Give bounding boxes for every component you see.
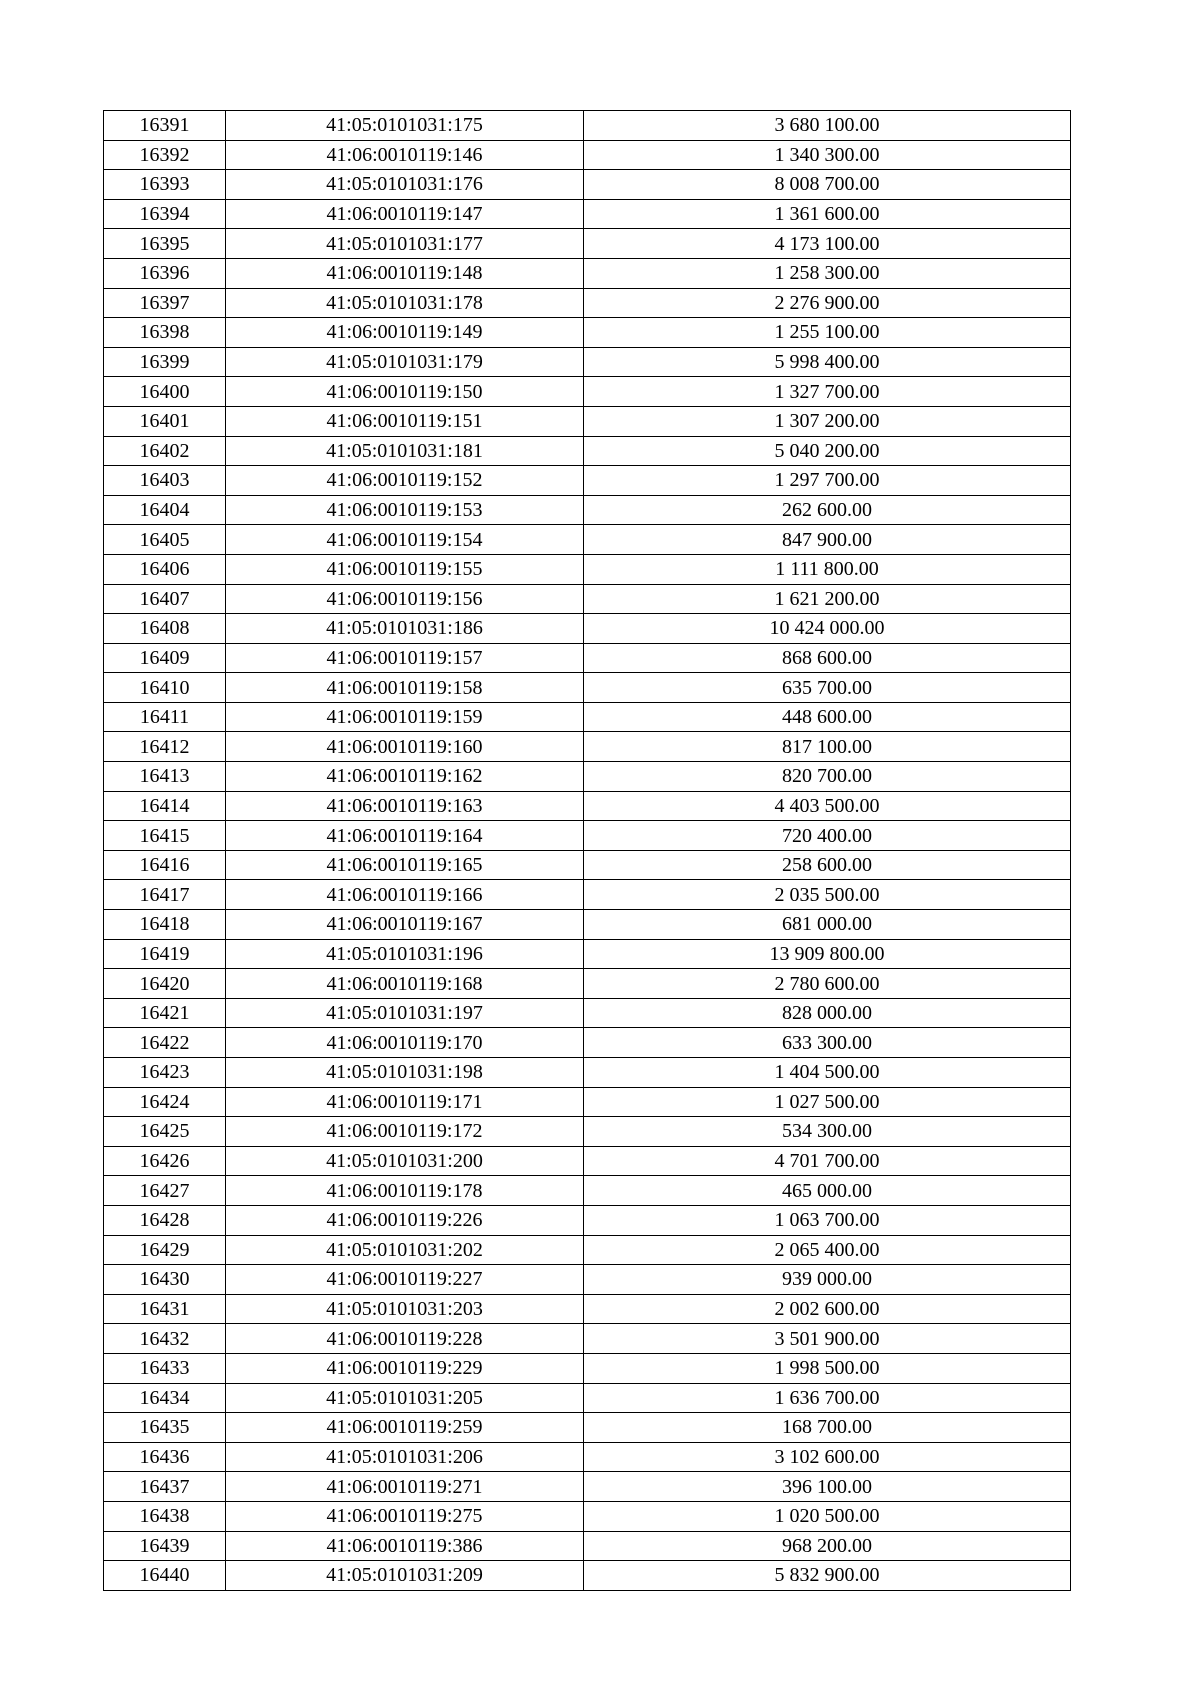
cadastral-number-cell: 41:06:0010119:167 bbox=[226, 910, 584, 940]
table-row bbox=[104, 821, 1071, 851]
cadastral-value-cell: 1 361 600.00 bbox=[584, 199, 1071, 229]
row-number-cell: 16414 bbox=[104, 791, 226, 821]
cadastral-number-cell: 41:05:0101031:179 bbox=[226, 347, 584, 377]
cadastral-number-cell: 41:06:0010119:165 bbox=[226, 850, 584, 880]
cadastral-number-cell: 41:06:0010119:271 bbox=[226, 1472, 584, 1502]
table-row bbox=[104, 229, 1071, 259]
table-row bbox=[104, 258, 1071, 288]
row-number-cell: 16434 bbox=[104, 1383, 226, 1413]
table-row bbox=[104, 347, 1071, 377]
cadastral-number-cell: 41:06:0010119:171 bbox=[226, 1087, 584, 1117]
table-row bbox=[104, 880, 1071, 910]
row-number-cell: 16401 bbox=[104, 406, 226, 436]
table-row bbox=[104, 614, 1071, 644]
row-number-cell: 16427 bbox=[104, 1176, 226, 1206]
table-row bbox=[104, 673, 1071, 703]
table-row bbox=[104, 1205, 1071, 1235]
row-number-cell: 16420 bbox=[104, 969, 226, 999]
row-number-cell: 16416 bbox=[104, 850, 226, 880]
table-row bbox=[104, 969, 1071, 999]
row-number-cell: 16422 bbox=[104, 1028, 226, 1058]
cadastral-number-cell: 41:06:0010119:172 bbox=[226, 1117, 584, 1147]
row-number-cell: 16404 bbox=[104, 495, 226, 525]
table-row bbox=[104, 791, 1071, 821]
table-row bbox=[104, 998, 1071, 1028]
table-row bbox=[104, 436, 1071, 466]
cadastral-number-cell: 41:06:0010119:164 bbox=[226, 821, 584, 851]
table-row bbox=[104, 525, 1071, 555]
table-row bbox=[104, 1501, 1071, 1531]
row-number-cell: 16397 bbox=[104, 288, 226, 318]
cadastral-number-cell: 41:05:0101031:186 bbox=[226, 614, 584, 644]
cadastral-value-cell: 1 340 300.00 bbox=[584, 140, 1071, 170]
row-number-cell: 16418 bbox=[104, 910, 226, 940]
row-number-cell: 16428 bbox=[104, 1205, 226, 1235]
cadastral-value-cell: 3 102 600.00 bbox=[584, 1442, 1071, 1472]
cadastral-number-cell: 41:06:0010119:259 bbox=[226, 1413, 584, 1443]
row-number-cell: 16421 bbox=[104, 998, 226, 1028]
cadastral-value-cell: 1 255 100.00 bbox=[584, 318, 1071, 348]
cadastral-number-cell: 41:06:0010119:160 bbox=[226, 732, 584, 762]
cadastral-value-cell: 828 000.00 bbox=[584, 998, 1071, 1028]
row-number-cell: 16435 bbox=[104, 1413, 226, 1443]
table-row bbox=[104, 1353, 1071, 1383]
cadastral-value-cell: 2 035 500.00 bbox=[584, 880, 1071, 910]
cadastral-number-cell: 41:05:0101031:197 bbox=[226, 998, 584, 1028]
table-body bbox=[104, 111, 1071, 1591]
cadastral-value-cell: 5 040 200.00 bbox=[584, 436, 1071, 466]
cadastral-number-cell: 41:05:0101031:175 bbox=[226, 111, 584, 141]
row-number-cell: 16403 bbox=[104, 466, 226, 496]
cadastral-value-cell: 258 600.00 bbox=[584, 850, 1071, 880]
cadastral-value-cell: 396 100.00 bbox=[584, 1472, 1071, 1502]
table-row bbox=[104, 288, 1071, 318]
cadastral-number-cell: 41:06:0010119:226 bbox=[226, 1205, 584, 1235]
table-row bbox=[104, 1383, 1071, 1413]
cadastral-number-cell: 41:06:0010119:148 bbox=[226, 258, 584, 288]
table-row bbox=[104, 554, 1071, 584]
cadastral-value-cell: 13 909 800.00 bbox=[584, 939, 1071, 969]
cadastral-value-cell: 1 258 300.00 bbox=[584, 258, 1071, 288]
cadastral-number-cell: 41:05:0101031:177 bbox=[226, 229, 584, 259]
row-number-cell: 16396 bbox=[104, 258, 226, 288]
cadastral-value-cell: 5 832 900.00 bbox=[584, 1561, 1071, 1591]
row-number-cell: 16432 bbox=[104, 1324, 226, 1354]
row-number-cell: 16437 bbox=[104, 1472, 226, 1502]
cadastral-number-cell: 41:06:0010119:158 bbox=[226, 673, 584, 703]
cadastral-number-cell: 41:05:0101031:181 bbox=[226, 436, 584, 466]
row-number-cell: 16430 bbox=[104, 1265, 226, 1295]
cadastral-value-cell: 1 998 500.00 bbox=[584, 1353, 1071, 1383]
table-row bbox=[104, 643, 1071, 673]
cadastral-value-cell: 168 700.00 bbox=[584, 1413, 1071, 1443]
cadastral-number-cell: 41:06:0010119:157 bbox=[226, 643, 584, 673]
cadastral-number-cell: 41:06:0010119:154 bbox=[226, 525, 584, 555]
cadastral-value-cell: 2 276 900.00 bbox=[584, 288, 1071, 318]
cadastral-number-cell: 41:05:0101031:202 bbox=[226, 1235, 584, 1265]
cadastral-value-cell: 939 000.00 bbox=[584, 1265, 1071, 1295]
table-row bbox=[104, 170, 1071, 200]
cadastral-number-cell: 41:06:0010119:163 bbox=[226, 791, 584, 821]
cadastral-value-cell: 1 297 700.00 bbox=[584, 466, 1071, 496]
cadastral-number-cell: 41:06:0010119:227 bbox=[226, 1265, 584, 1295]
row-number-cell: 16400 bbox=[104, 377, 226, 407]
row-number-cell: 16439 bbox=[104, 1531, 226, 1561]
row-number-cell: 16417 bbox=[104, 880, 226, 910]
row-number-cell: 16423 bbox=[104, 1058, 226, 1088]
row-number-cell: 16424 bbox=[104, 1087, 226, 1117]
cadastral-value-cell: 448 600.00 bbox=[584, 702, 1071, 732]
cadastral-number-cell: 41:06:0010119:386 bbox=[226, 1531, 584, 1561]
row-number-cell: 16412 bbox=[104, 732, 226, 762]
cadastral-number-cell: 41:06:0010119:156 bbox=[226, 584, 584, 614]
cadastral-value-cell: 2 780 600.00 bbox=[584, 969, 1071, 999]
cadastral-value-cell: 5 998 400.00 bbox=[584, 347, 1071, 377]
cadastral-value-cell: 1 636 700.00 bbox=[584, 1383, 1071, 1413]
cadastral-value-cell: 4 701 700.00 bbox=[584, 1146, 1071, 1176]
table-row bbox=[104, 318, 1071, 348]
row-number-cell: 16413 bbox=[104, 762, 226, 792]
table-row bbox=[104, 377, 1071, 407]
table-row bbox=[104, 1058, 1071, 1088]
cadastral-number-cell: 41:06:0010119:152 bbox=[226, 466, 584, 496]
cadastral-number-cell: 41:06:0010119:166 bbox=[226, 880, 584, 910]
cadastral-number-cell: 41:05:0101031:198 bbox=[226, 1058, 584, 1088]
cadastral-value-cell: 1 307 200.00 bbox=[584, 406, 1071, 436]
cadastral-number-cell: 41:06:0010119:150 bbox=[226, 377, 584, 407]
table-row bbox=[104, 1087, 1071, 1117]
cadastral-number-cell: 41:05:0101031:209 bbox=[226, 1561, 584, 1591]
cadastral-number-cell: 41:06:0010119:178 bbox=[226, 1176, 584, 1206]
table-row bbox=[104, 406, 1071, 436]
row-number-cell: 16392 bbox=[104, 140, 226, 170]
row-number-cell: 16440 bbox=[104, 1561, 226, 1591]
cadastral-value-cell: 2 002 600.00 bbox=[584, 1294, 1071, 1324]
table-row bbox=[104, 1472, 1071, 1502]
cadastral-value-cell: 10 424 000.00 bbox=[584, 614, 1071, 644]
row-number-cell: 16429 bbox=[104, 1235, 226, 1265]
table-row bbox=[104, 199, 1071, 229]
cadastral-value-cell: 820 700.00 bbox=[584, 762, 1071, 792]
row-number-cell: 16394 bbox=[104, 199, 226, 229]
row-number-cell: 16391 bbox=[104, 111, 226, 141]
table-row bbox=[104, 1294, 1071, 1324]
table-row bbox=[104, 762, 1071, 792]
table-row bbox=[104, 1442, 1071, 1472]
cadastral-number-cell: 41:06:0010119:228 bbox=[226, 1324, 584, 1354]
cadastral-value-cell: 681 000.00 bbox=[584, 910, 1071, 940]
cadastral-value-cell: 262 600.00 bbox=[584, 495, 1071, 525]
cadastral-number-cell: 41:06:0010119:168 bbox=[226, 969, 584, 999]
cadastral-value-cell: 1 063 700.00 bbox=[584, 1205, 1071, 1235]
table-row bbox=[104, 1561, 1071, 1591]
cadastral-value-cell: 1 404 500.00 bbox=[584, 1058, 1071, 1088]
row-number-cell: 16398 bbox=[104, 318, 226, 348]
cadastral-number-cell: 41:06:0010119:170 bbox=[226, 1028, 584, 1058]
table-row bbox=[104, 702, 1071, 732]
cadastral-value-table bbox=[103, 110, 1071, 1591]
cadastral-number-cell: 41:05:0101031:206 bbox=[226, 1442, 584, 1472]
cadastral-value-cell: 847 900.00 bbox=[584, 525, 1071, 555]
table-row bbox=[104, 1265, 1071, 1295]
cadastral-value-cell: 4 173 100.00 bbox=[584, 229, 1071, 259]
row-number-cell: 16436 bbox=[104, 1442, 226, 1472]
cadastral-number-cell: 41:06:0010119:159 bbox=[226, 702, 584, 732]
cadastral-number-cell: 41:06:0010119:146 bbox=[226, 140, 584, 170]
cadastral-value-cell: 1 027 500.00 bbox=[584, 1087, 1071, 1117]
table-row bbox=[104, 939, 1071, 969]
cadastral-number-cell: 41:06:0010119:229 bbox=[226, 1353, 584, 1383]
cadastral-number-cell: 41:06:0010119:149 bbox=[226, 318, 584, 348]
cadastral-number-cell: 41:05:0101031:196 bbox=[226, 939, 584, 969]
cadastral-value-cell: 3 680 100.00 bbox=[584, 111, 1071, 141]
cadastral-value-cell: 635 700.00 bbox=[584, 673, 1071, 703]
row-number-cell: 16395 bbox=[104, 229, 226, 259]
table-row bbox=[104, 1235, 1071, 1265]
cadastral-value-cell: 465 000.00 bbox=[584, 1176, 1071, 1206]
cadastral-number-cell: 41:06:0010119:162 bbox=[226, 762, 584, 792]
table-row bbox=[104, 1531, 1071, 1561]
cadastral-value-cell: 3 501 900.00 bbox=[584, 1324, 1071, 1354]
cadastral-value-cell: 817 100.00 bbox=[584, 732, 1071, 762]
table-row bbox=[104, 111, 1071, 141]
row-number-cell: 16409 bbox=[104, 643, 226, 673]
row-number-cell: 16438 bbox=[104, 1501, 226, 1531]
cadastral-number-cell: 41:06:0010119:155 bbox=[226, 554, 584, 584]
cadastral-number-cell: 41:05:0101031:178 bbox=[226, 288, 584, 318]
cadastral-value-cell: 1 621 200.00 bbox=[584, 584, 1071, 614]
cadastral-value-cell: 868 600.00 bbox=[584, 643, 1071, 673]
table-row bbox=[104, 584, 1071, 614]
cadastral-value-cell: 720 400.00 bbox=[584, 821, 1071, 851]
row-number-cell: 16431 bbox=[104, 1294, 226, 1324]
cadastral-value-cell: 534 300.00 bbox=[584, 1117, 1071, 1147]
table-row bbox=[104, 140, 1071, 170]
row-number-cell: 16393 bbox=[104, 170, 226, 200]
table-row bbox=[104, 910, 1071, 940]
cadastral-number-cell: 41:06:0010119:275 bbox=[226, 1501, 584, 1531]
row-number-cell: 16407 bbox=[104, 584, 226, 614]
table-row bbox=[104, 850, 1071, 880]
row-number-cell: 16402 bbox=[104, 436, 226, 466]
cadastral-number-cell: 41:05:0101031:176 bbox=[226, 170, 584, 200]
cadastral-value-cell: 8 008 700.00 bbox=[584, 170, 1071, 200]
table-row bbox=[104, 1176, 1071, 1206]
row-number-cell: 16425 bbox=[104, 1117, 226, 1147]
table-row bbox=[104, 466, 1071, 496]
table-row bbox=[104, 732, 1071, 762]
cadastral-number-cell: 41:06:0010119:153 bbox=[226, 495, 584, 525]
cadastral-value-cell: 1 327 700.00 bbox=[584, 377, 1071, 407]
table-row bbox=[104, 495, 1071, 525]
cadastral-value-cell: 4 403 500.00 bbox=[584, 791, 1071, 821]
row-number-cell: 16426 bbox=[104, 1146, 226, 1176]
row-number-cell: 16399 bbox=[104, 347, 226, 377]
cadastral-number-cell: 41:06:0010119:151 bbox=[226, 406, 584, 436]
row-number-cell: 16408 bbox=[104, 614, 226, 644]
cadastral-value-cell: 1 020 500.00 bbox=[584, 1501, 1071, 1531]
row-number-cell: 16410 bbox=[104, 673, 226, 703]
table-row bbox=[104, 1413, 1071, 1443]
cadastral-number-cell: 41:05:0101031:205 bbox=[226, 1383, 584, 1413]
row-number-cell: 16405 bbox=[104, 525, 226, 555]
row-number-cell: 16419 bbox=[104, 939, 226, 969]
cadastral-number-cell: 41:05:0101031:203 bbox=[226, 1294, 584, 1324]
table-row bbox=[104, 1146, 1071, 1176]
cadastral-value-cell: 2 065 400.00 bbox=[584, 1235, 1071, 1265]
cadastral-value-cell: 968 200.00 bbox=[584, 1531, 1071, 1561]
table-row bbox=[104, 1324, 1071, 1354]
row-number-cell: 16433 bbox=[104, 1353, 226, 1383]
row-number-cell: 16415 bbox=[104, 821, 226, 851]
cadastral-number-cell: 41:06:0010119:147 bbox=[226, 199, 584, 229]
cadastral-value-cell: 1 111 800.00 bbox=[584, 554, 1071, 584]
row-number-cell: 16411 bbox=[104, 702, 226, 732]
table-row bbox=[104, 1028, 1071, 1058]
cadastral-number-cell: 41:05:0101031:200 bbox=[226, 1146, 584, 1176]
table-row bbox=[104, 1117, 1071, 1147]
cadastral-value-cell: 633 300.00 bbox=[584, 1028, 1071, 1058]
row-number-cell: 16406 bbox=[104, 554, 226, 584]
